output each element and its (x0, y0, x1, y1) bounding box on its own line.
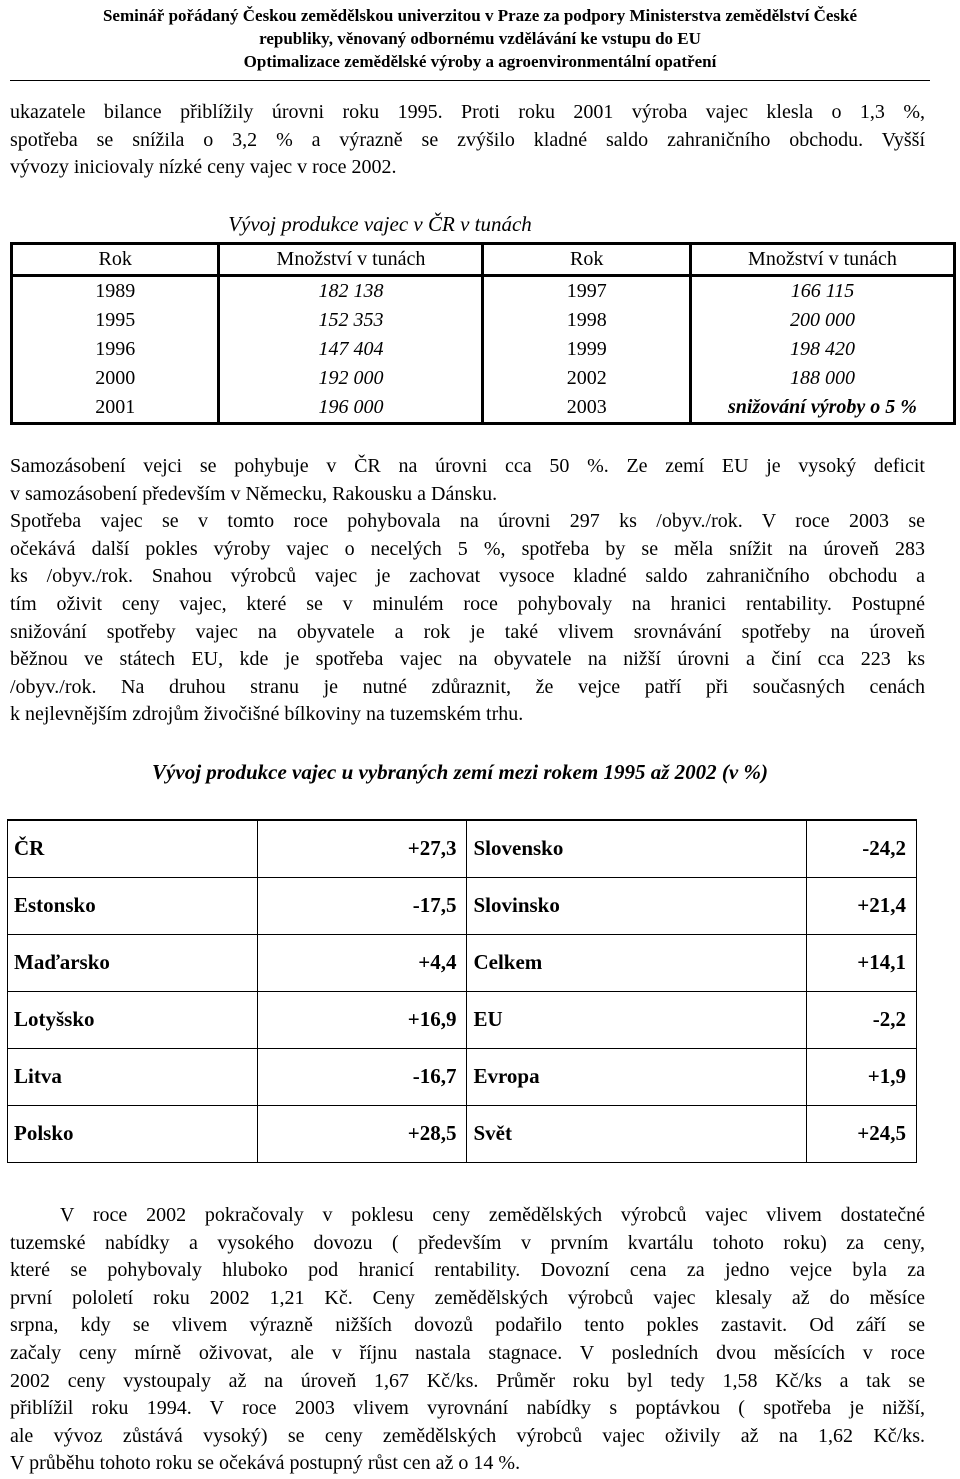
change-cell: +27,3 (257, 820, 467, 877)
amount-cell: 188 000 (690, 364, 954, 393)
change-cell: +21,4 (807, 877, 917, 934)
year-cell: 1989 (12, 276, 219, 307)
intro-paragraph (10, 99, 925, 182)
header-cell: Rok (12, 244, 219, 276)
header-cell: Rok (483, 244, 690, 276)
body-line: tím oživit ceny vajec, které se v minulém roce pohybovaly na hranici rentability. Postupné (10, 592, 925, 615)
table-row (8, 820, 917, 877)
year-cell: 1995 (12, 306, 219, 335)
year-cell: 1997 (483, 276, 690, 307)
intro-line: spotřeba se snížila o 3,2 % a výrazně se zvýšilo kladné saldo zahraničního obchodu. Vyšší (10, 128, 925, 151)
change-cell: -2,2 (807, 991, 917, 1048)
table-row (8, 934, 917, 991)
amount-cell: 147 404 (219, 335, 483, 364)
prices-paragraph (10, 1202, 925, 1478)
change-cell: +16,9 (257, 991, 467, 1048)
country-cell: Svět (467, 1105, 807, 1162)
body-line: srpna, kdy se vlivem výrazně nižších dovozů podařilo tento pokles zastavit. Od září se (10, 1314, 925, 1337)
body-line: tuzemské nabídky a vysokého dovozu ( především v prvním kvartálu tohoto roku) za ceny, (10, 1231, 925, 1254)
amount-cell-note: snižování výroby o 5 % (690, 393, 954, 424)
table-row (8, 877, 917, 934)
body-line: 2002 ceny vystoupaly až na úroveň 1,67 Kč/ks. Průměr roku byl tedy 1,58 Kč/ks a tak se (10, 1369, 925, 1392)
table-row (8, 1048, 917, 1105)
country-cell: Evropa (467, 1048, 807, 1105)
change-cell: -17,5 (257, 877, 467, 934)
page-header (0, 4, 960, 73)
table-row (12, 393, 955, 424)
intro-line: vývozy iniciovaly nízké ceny vajec v roce 2002. (10, 156, 397, 179)
body-line: /obyv./rok. Na druhou stranu je nutné zdůraznit, že vejce patří při současných cenách (10, 675, 925, 698)
body-line: Samozásobení vejci se pohybuje v ČR na úrovni cca 50 %. Ze zemí EU je vysoký deficit (10, 455, 925, 477)
country-cell: Litva (8, 1048, 258, 1105)
amount-cell: 182 138 (219, 276, 483, 307)
body-line: které se pohybovaly hluboko pod hranicí rentability. Dovozní cena za jedno vejce byla za (10, 1259, 925, 1282)
change-cell: +1,9 (807, 1048, 917, 1105)
amount-cell: 152 353 (219, 306, 483, 335)
country-cell: Estonsko (8, 877, 258, 934)
country-cell: Celkem (467, 934, 807, 991)
body-line: k nejlevnějším zdrojům živočišné bílkoviny na tuzemském trhu. (10, 703, 524, 726)
country-cell: Polsko (8, 1105, 258, 1162)
body-line: v samozásobení především v Německu, Rakousku a Dánsku. (10, 482, 498, 505)
header-cell: Množství v tunách (219, 244, 483, 276)
change-cell: +4,4 (257, 934, 467, 991)
body-line: začaly ceny mírně oživovat, ale v říjnu nastala stagnace. V posledních dvou měsících v roce (10, 1341, 925, 1364)
table-row (8, 1105, 917, 1162)
self-sufficiency-paragraph (10, 453, 925, 729)
country-cell: Lotyšsko (8, 991, 258, 1048)
year-cell: 2003 (483, 393, 690, 424)
amount-cell: 192 000 (219, 364, 483, 393)
country-cell: EU (467, 991, 807, 1048)
body-line: snižování spotřeby vajec na obyvatele a rok je také vlivem srovnávání spotřeby na úroveň (10, 620, 925, 643)
country-cell: ČR (8, 820, 258, 877)
change-cell: -16,7 (257, 1048, 467, 1105)
body-line: V roce 2002 pokračovaly v poklesu ceny zemědělských výrobců vajec vlivem dostatečné (60, 1204, 925, 1226)
country-cell: Slovensko (467, 820, 807, 877)
change-cell: +14,1 (807, 934, 917, 991)
header-divider (10, 80, 930, 81)
change-cell: +28,5 (257, 1105, 467, 1162)
table-row (12, 335, 955, 364)
body-line: očekává další pokles výroby vajec o necelých 5 %, spotřeba by se měla snížit na úroveň 283 (10, 537, 925, 560)
body-line: první pololetí roku 2002 1,21 Kč. Ceny zemědělských výrobců vajec klesaly až do měsíce (10, 1286, 925, 1309)
header-cell: Množství v tunách (690, 244, 954, 276)
year-cell: 1998 (483, 306, 690, 335)
country-cell: Maďarsko (8, 934, 258, 991)
year-cell: 2002 (483, 364, 690, 393)
year-cell: 2000 (12, 364, 219, 393)
table-row (12, 364, 955, 393)
year-cell: 1999 (483, 335, 690, 364)
amount-cell: 200 000 (690, 306, 954, 335)
country-cell: Slovinsko (467, 877, 807, 934)
header-line-1: Seminář pořádaný Českou zemědělskou univerzitou v Praze za podpory Ministerstva zemědělství České (102, 6, 858, 25)
year-cell: 1996 (12, 335, 219, 364)
body-line: ale vývoz zůstává vysoký) se ceny zemědělských výrobců vajec oživily až na 1,62 Kč/ks. (10, 1424, 925, 1447)
table-row (12, 276, 955, 307)
amount-cell: 166 115 (690, 276, 954, 307)
table-header-row (12, 244, 955, 276)
body-line: běžnou ve státech EU, kde je spotřeba vajec na obyvatele na nižší úrovni a činí cca 223 ks (10, 648, 925, 671)
table-row (12, 306, 955, 335)
change-cell: -24,2 (807, 820, 917, 877)
intro-line: ukazatele bilance přiblížily úrovni roku 1995. Proti roku 2001 výroba vajec klesla o 1,3 %, (10, 101, 925, 123)
amount-cell: 198 420 (690, 335, 954, 364)
header-line-2: republiky, věnovaný odbornému vzdělávání ke vstupu do EU (259, 29, 701, 48)
body-line: ks /obyv./rok. Snahou výrobců vajec je zachovat vysoce kladné saldo zahraničního obchodu a (10, 565, 925, 588)
body-line: V průběhu tohoto roku se očekává postupný růst cen až o 14 %. (10, 1452, 521, 1475)
body-line: Spotřeba vajec se v tomto roce pohybovala na úrovni 297 ks /obyv./rok. V roce 2003 se (10, 510, 925, 533)
production-table-caption: Vývoj produkce vajec v ČR v tunách (228, 212, 532, 236)
change-cell: +24,5 (807, 1105, 917, 1162)
amount-cell: 196 000 (219, 393, 483, 424)
production-table (10, 242, 956, 425)
header-title: Optimalizace zemědělské výroby a agroenvironmentální opatření (243, 52, 717, 71)
countries-table (7, 819, 917, 1163)
body-line: přiblížil roku 1994. V roce 2003 vlivem vyrovnání nabídky s poptávkou ( spotřeba je nižší, (10, 1397, 925, 1420)
countries-table-caption: Vývoj produkce vajec u vybraných zemí mezi rokem 1995 až 2002 (v %) (152, 760, 768, 784)
table-row (8, 991, 917, 1048)
year-cell: 2001 (12, 393, 219, 424)
